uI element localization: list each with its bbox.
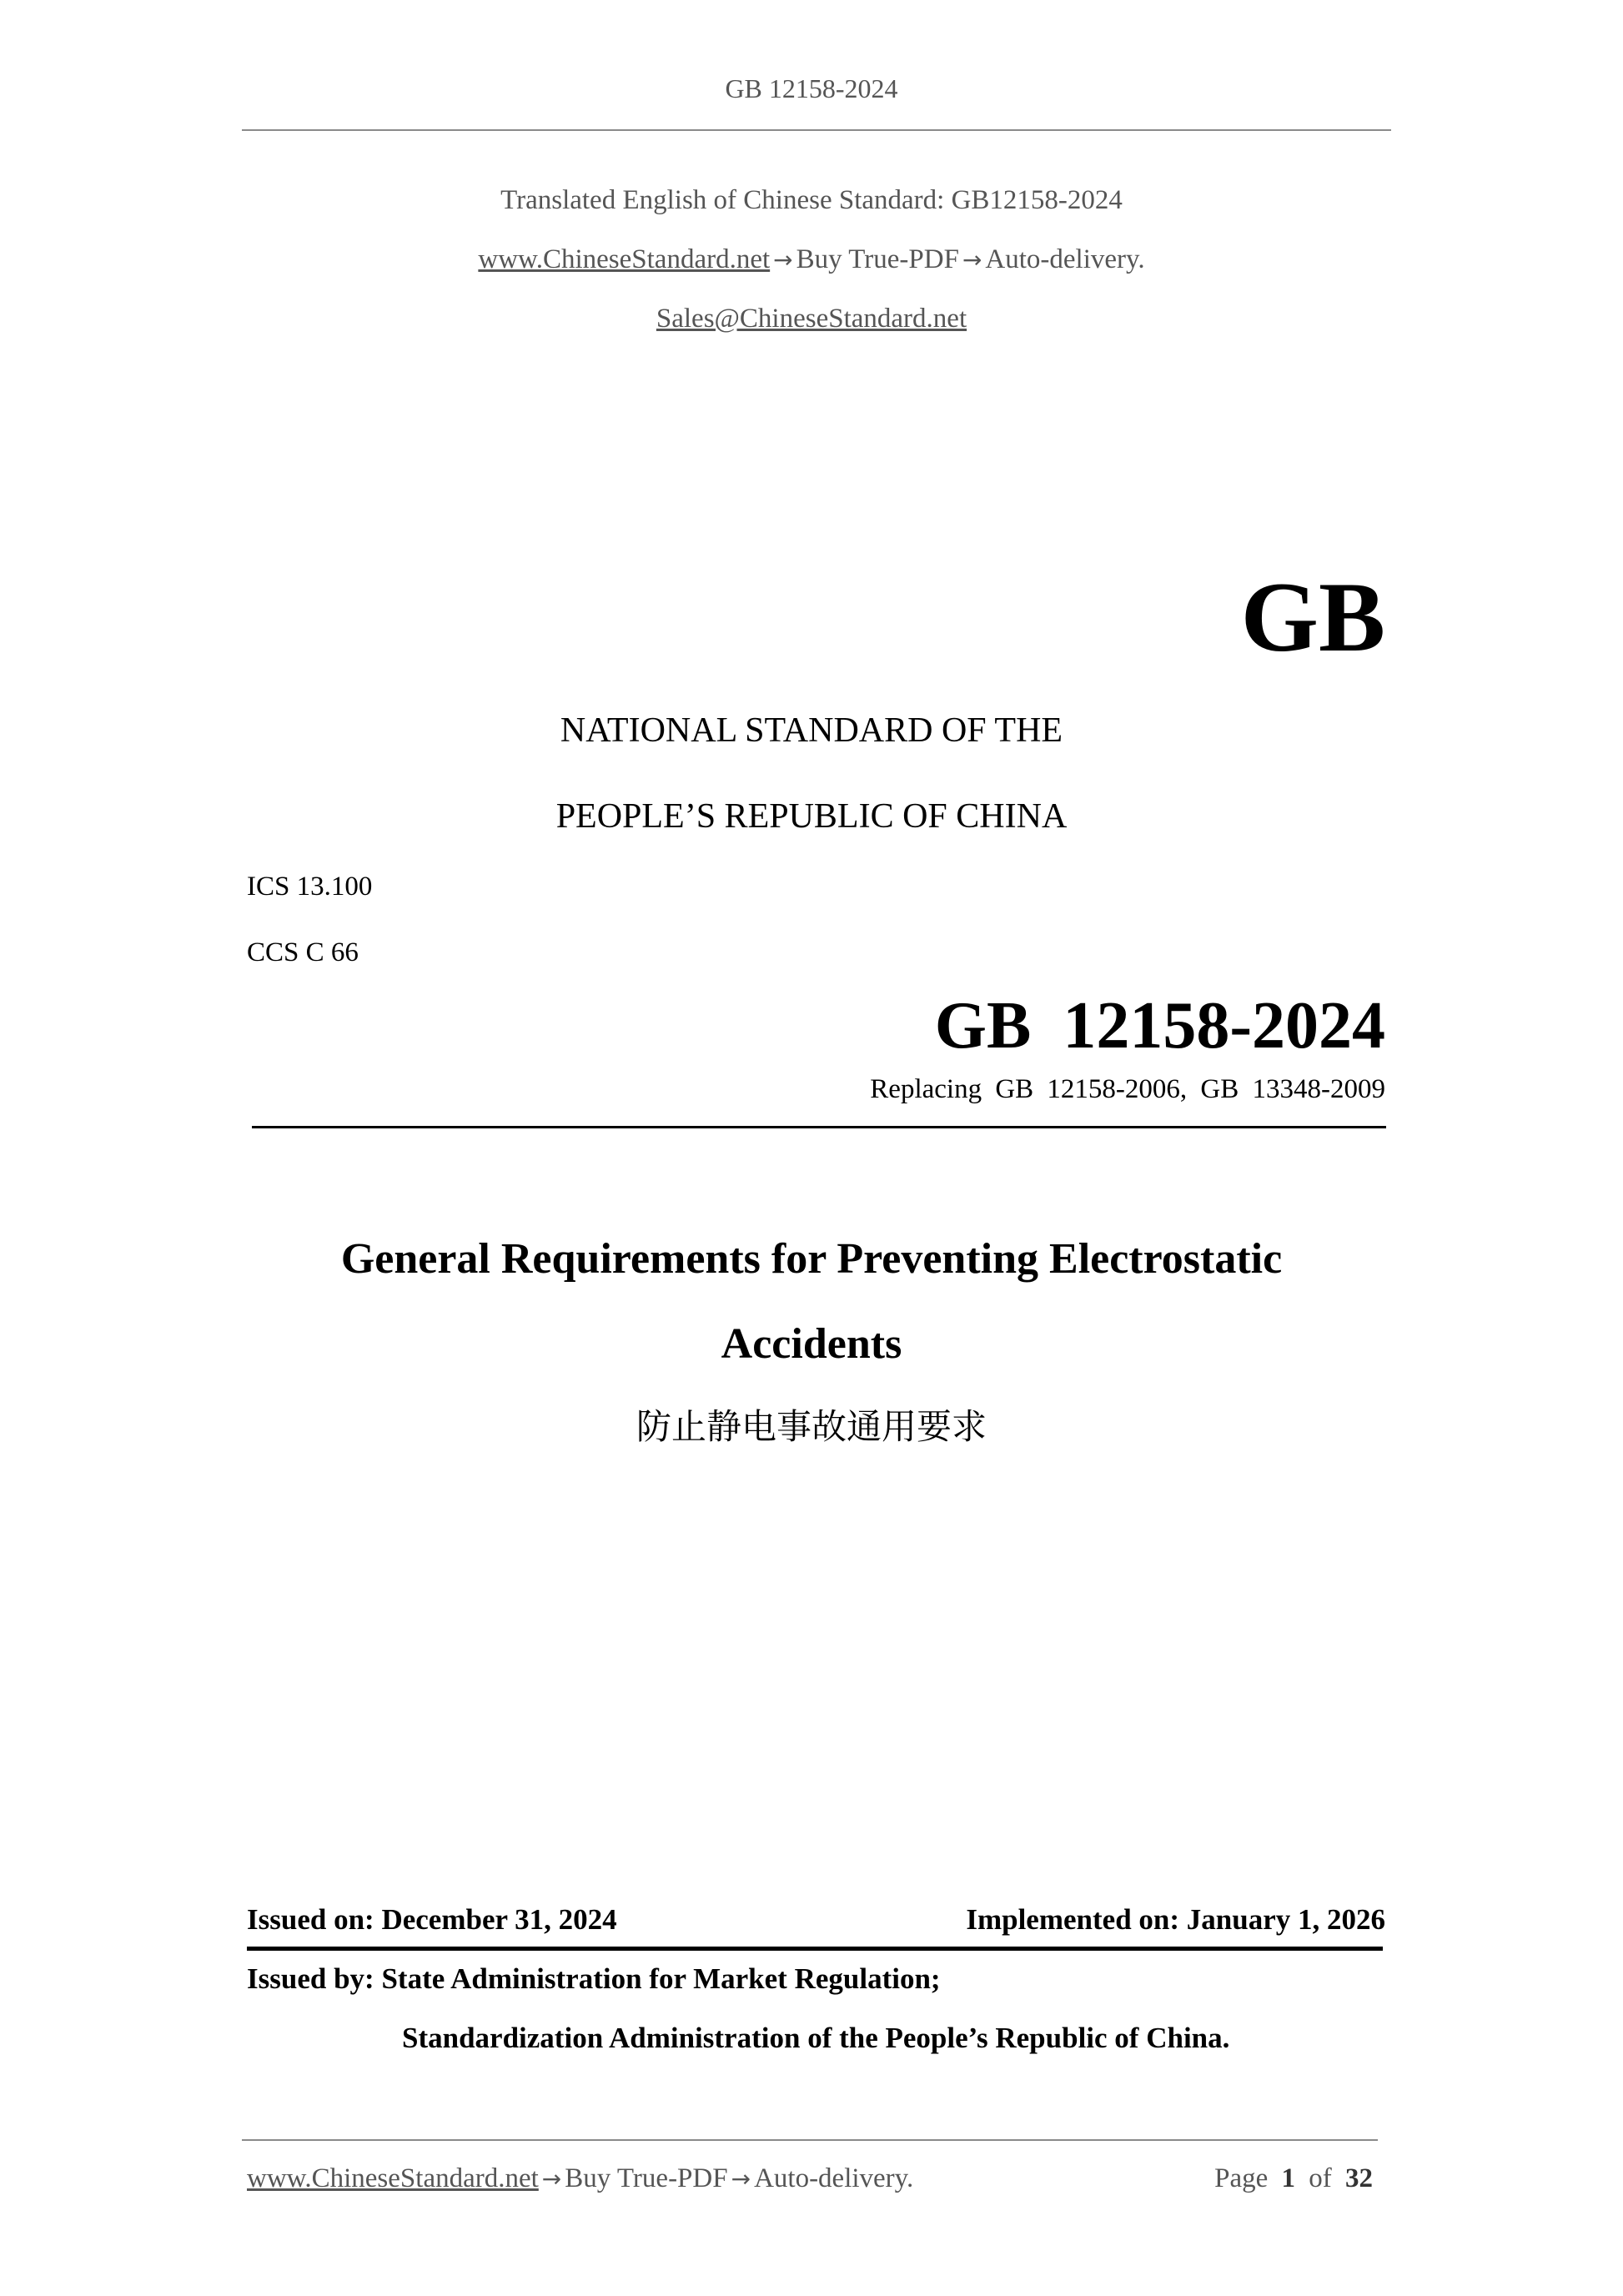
page-label: Page — [1214, 2163, 1269, 2193]
footer-divider — [242, 2139, 1378, 2141]
cover-divider — [252, 1126, 1386, 1128]
title-chinese: 防止静电事故通用要求 — [636, 1406, 987, 1447]
national-standard-line2: PEOPLE’S REPUBLIC OF CHINA — [555, 797, 1068, 836]
right-arrow-icon: → — [962, 246, 982, 274]
page-total: 32 — [1345, 2163, 1373, 2193]
ics-code: ICS 13.100 — [247, 872, 373, 902]
issued-by-line1: Issued by: State Administration for Market Regulation; — [247, 1962, 941, 1995]
standard-number — [934, 989, 1385, 1063]
national-standard-line1: NATIONAL STANDARD OF THE — [560, 711, 1063, 750]
footer-delivery-text: Auto-delivery. — [754, 2163, 914, 2193]
running-header: GB 12158-2024 — [725, 73, 898, 103]
replacing-note: Replacing GB 12158-2006, GB 13348-2009 — [870, 1074, 1385, 1104]
title-line1: General Requirements for Preventing Electrostatic — [340, 1235, 1283, 1283]
delivery-text: Auto-delivery. — [985, 244, 1145, 274]
ccs-code: CCS C 66 — [247, 937, 359, 967]
implemented-on: Implemented on: January 1, 2026 — [966, 1903, 1385, 1936]
footer-site-link[interactable]: www.ChineseStandard.net — [247, 2163, 539, 2193]
site-link[interactable]: www.ChineseStandard.net — [478, 244, 771, 274]
translation-notice: Translated English of Chinese Standard: GB12158-2024 — [500, 185, 1123, 215]
purchase-line — [0, 244, 1623, 275]
page-indicator — [1214, 2163, 1373, 2194]
sales-line — [0, 304, 1623, 334]
page-of: of — [1309, 2163, 1332, 2193]
issued-by-line2: Standardization Administration of the People’s Republic of China. — [402, 2022, 1230, 2054]
buy-text: Buy True-PDF — [796, 244, 959, 274]
standard-code: 12158-2024 — [1063, 989, 1385, 1063]
gb-mark: GB — [1240, 561, 1385, 672]
page-current: 1 — [1281, 2163, 1295, 2193]
title-line2: Accidents — [721, 1320, 902, 1368]
footer-purchase-line — [247, 2163, 913, 2194]
issued-on: Issued on: December 31, 2024 — [247, 1903, 617, 1936]
standard-prefix: GB — [934, 989, 1032, 1063]
issue-divider — [247, 1947, 1383, 1951]
right-arrow-icon: → — [773, 246, 793, 274]
sales-email-link[interactable]: Sales@ChineseStandard.net — [656, 304, 967, 334]
right-arrow-icon: → — [731, 2165, 751, 2193]
header-divider — [242, 129, 1391, 131]
footer-buy-text: Buy True-PDF — [565, 2163, 728, 2193]
right-arrow-icon: → — [541, 2165, 562, 2193]
